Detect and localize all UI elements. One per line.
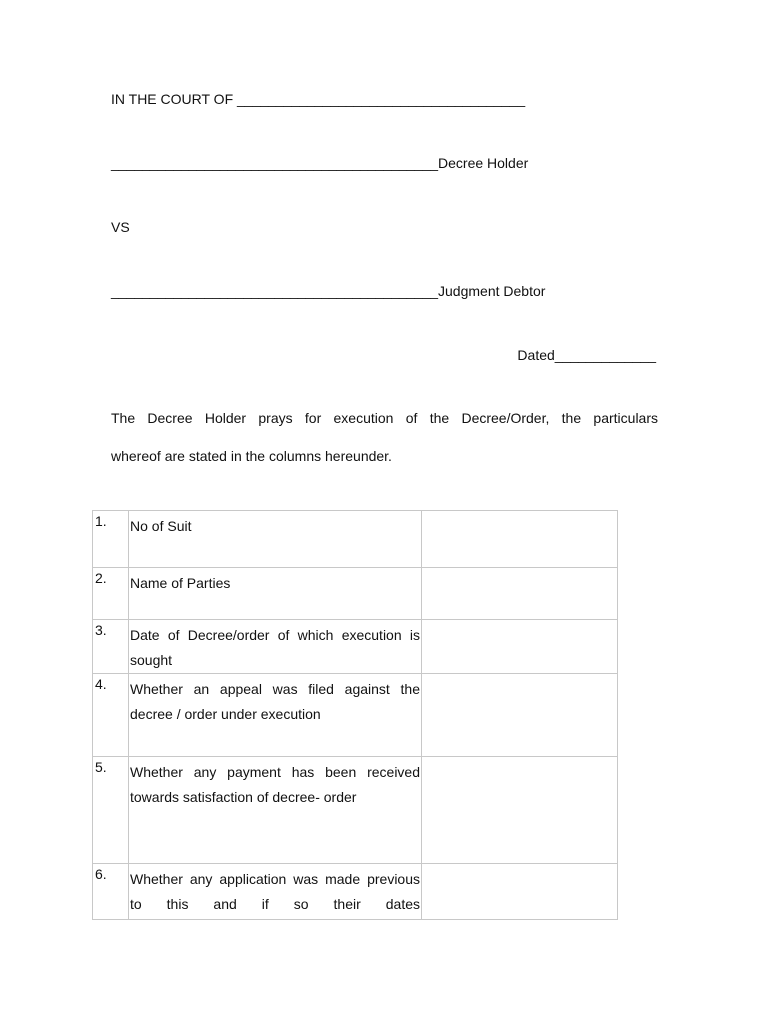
row-value-cell[interactable] xyxy=(422,511,618,568)
row-description-text: Name of Parties xyxy=(130,575,231,591)
table-row xyxy=(93,511,618,568)
table-row xyxy=(93,620,618,674)
row-description-text: No of Suit xyxy=(130,518,192,534)
row-description xyxy=(129,620,422,674)
row-value-cell[interactable] xyxy=(422,674,618,757)
versus-label: VS xyxy=(111,219,130,235)
row-number: 2. xyxy=(93,568,129,620)
intro-paragraph-line-1: The Decree Holder prays for execution of the Decree/Order, the particulars xyxy=(111,410,658,426)
particulars-table xyxy=(92,510,618,920)
table-row xyxy=(93,568,618,620)
table-row xyxy=(93,674,618,757)
row-value-cell[interactable] xyxy=(422,864,618,920)
judgment-debtor-line: __________________________________________Judgment Debtor xyxy=(111,283,546,299)
row-value-cell[interactable] xyxy=(422,568,618,620)
table-row xyxy=(93,757,618,864)
decree-holder-line: __________________________________________Decree Holder xyxy=(111,155,529,171)
row-description-text: Whether any payment has been received towards satisfaction of decree- order xyxy=(130,764,420,805)
row-number: 3. xyxy=(93,620,129,674)
row-number: 1. xyxy=(93,511,129,568)
row-number: 4. xyxy=(93,674,129,757)
court-heading: IN THE COURT OF _____________________________________ xyxy=(111,91,526,107)
row-description xyxy=(129,511,422,568)
row-description-text: Whether an appeal was filed against the decree / order under execution xyxy=(130,681,420,722)
row-description xyxy=(129,864,422,920)
dated-line: Dated_____________ xyxy=(517,347,656,363)
intro-paragraph-line-2: whereof are stated in the columns hereunder. xyxy=(111,448,392,464)
row-value-cell[interactable] xyxy=(422,620,618,674)
row-number: 6. xyxy=(93,864,129,920)
row-number: 5. xyxy=(93,757,129,864)
row-description-text: Whether any application was made previous to this and if so their dates xyxy=(130,871,420,912)
table-row xyxy=(93,864,618,920)
row-description xyxy=(129,757,422,864)
row-description xyxy=(129,674,422,757)
row-description xyxy=(129,568,422,620)
row-description-text: Date of Decree/order of which execution is sought xyxy=(130,627,420,668)
row-value-cell[interactable] xyxy=(422,757,618,864)
